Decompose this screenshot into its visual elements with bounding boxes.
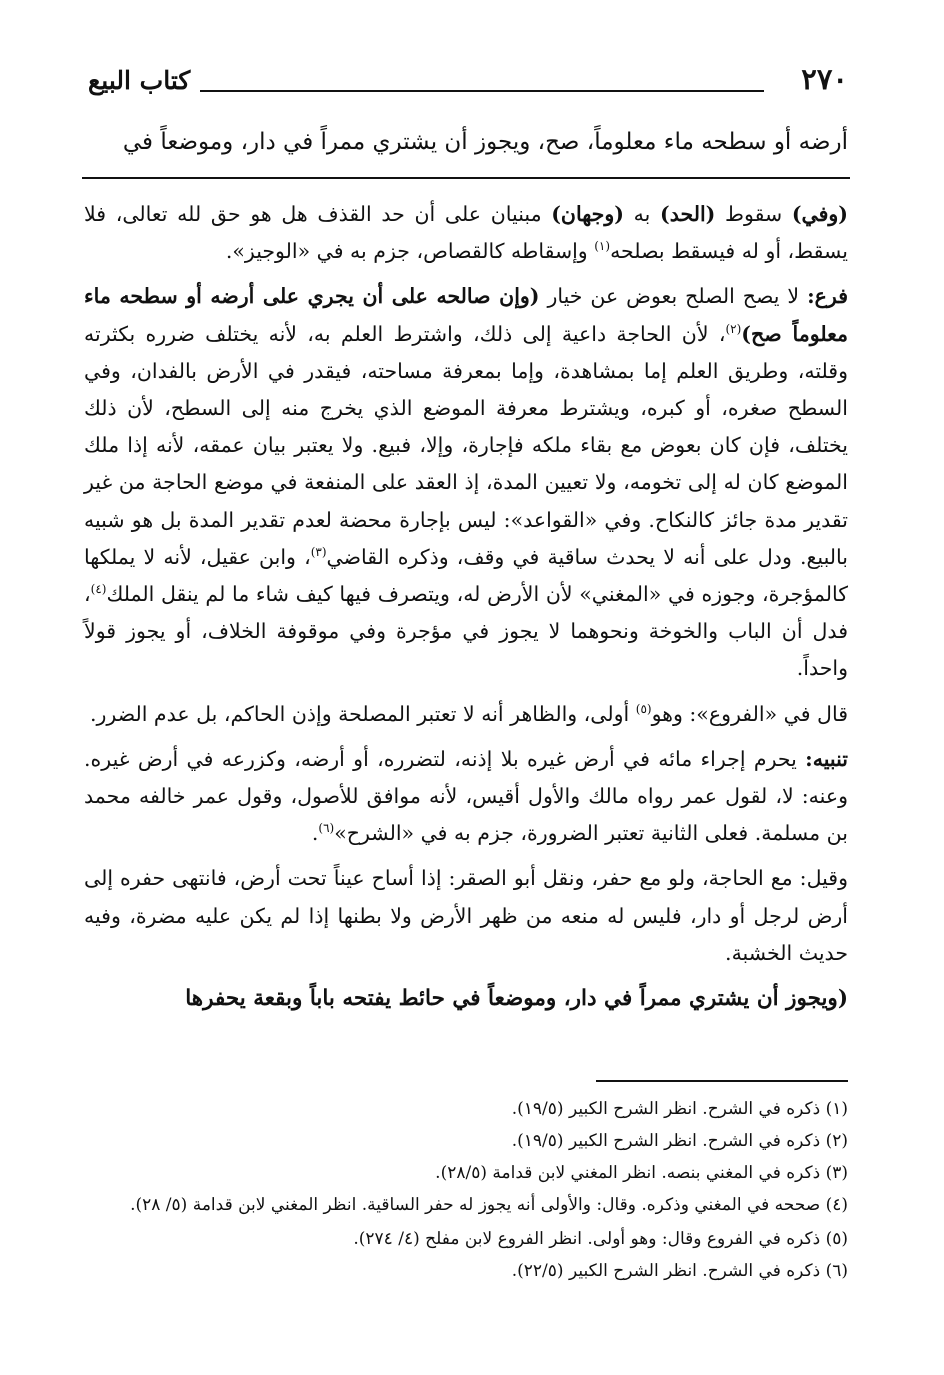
text-run: ، فدل أن الباب والخوخة ونحوهما لا يجوز في مؤجرة وفي موقوفة الخلاف، أو يجوز قولاً واحداً. <box>84 582 848 681</box>
matn-text: أرضه أو سطحه ماء معلوماً، صح، ويجوز أن يشتري ممراً في دار، وموضعاً في <box>122 129 848 155</box>
paragraph-furu <box>84 696 848 733</box>
text-run: وإسقاطه كالقصاص، جزم به في «الوجيز». <box>225 239 595 264</box>
matn-continuation: (ويجوز أن يشتري ممراً في دار، وموضعاً في حائط يفتحه باباً وبقعة يحفرها <box>185 986 848 1012</box>
footnote-4: (٤) صححه في المغني وذكره. وقال: والأولى أنه يجوز له حفر الساقية. انظر المغني لابن قدامة (٥/ ٢٨). <box>130 1195 848 1215</box>
text-run: قال في «الفروع»: وهو <box>651 701 848 726</box>
footnote-5: (٥) ذكره في الفروع وقال: وهو أولى. انظر الفروع لابن مفلح (٤/ ٢٧٤). <box>353 1229 848 1249</box>
text-run: سقوط <box>715 202 792 226</box>
commentary-text <box>84 196 848 1025</box>
page-header <box>88 62 848 102</box>
text-run: مبنيان على أن حد القذف هل هو حق لله تعالى، فلا يسقط، أو له فيسقط بصلحه <box>84 202 848 264</box>
text-run: لا يصح الصلح بعوض عن خيار <box>539 284 808 309</box>
text-run: . <box>311 821 319 846</box>
section-label: فرع: <box>807 284 848 309</box>
text-run: ، وابن عقيل، لأنه لا يملكها كالمؤجرة، وجوزه في «المغني» لأن الأرض له، ويتصرف فيها كيف شاء ما لم ينقل الملك <box>84 544 848 607</box>
matn-separator-rule <box>82 177 850 179</box>
footnote-ref-2[interactable]: (٢) <box>725 321 742 336</box>
footnote-6: (٦) ذكره في الشرح. انظر الشرح الكبير (٢٢/٥). <box>511 1261 848 1281</box>
matn-quote: (وجهان) <box>551 202 624 226</box>
paragraph-tanbih <box>84 741 848 853</box>
matn-quote: (الحد) <box>660 202 716 226</box>
section-label: تنبيه: <box>805 746 848 771</box>
text-run: به <box>623 202 661 226</box>
footnote-1: (١) ذكره في الشرح. انظر الشرح الكبير (١٩/٥). <box>511 1099 848 1119</box>
footnotes <box>84 1094 848 1288</box>
paragraph-hadd <box>84 196 848 270</box>
paragraph-far <box>84 278 848 687</box>
footnote-3: (٣) ذكره في المغني بنصه. انظر المغني لابن قدامة (٢٨/٥). <box>435 1163 848 1183</box>
footnote-2: (٢) ذكره في الشرح. انظر الشرح الكبير (١٩/٥). <box>511 1131 848 1151</box>
footnote-ref-4[interactable]: (٤) <box>90 582 107 597</box>
running-title: كتاب البيع <box>88 66 191 95</box>
footnote-ref-3[interactable]: (٣) <box>310 545 327 559</box>
text-run: ، لأن الحاجة داعية إلى ذلك، واشترط العلم به، لأنه يختلف ضرره بكثرته وقلته، وطريق العلم إما بمشاهدة، وإما بمعرفة مساحته، فيقدر في الأرض بالفدان، وفي السطح صغره، أو كبره، ويشترط معرفة الموضع الذي يخرج منه إلى السطح، لأن ذلك يختلف، فإن كان بعوض مع بقاء ملكه فإجارة، وإلا، فبيع. ولا يعتبر بيان عمقه، لأنه إذا ملك الموضع كان له إلى تخومه، ولا تعيين المدة، إذ العقد على المنفعة في موضع الحاجة من غير تقدير مدة جائز كالنكاح. وفي «القواعد»: ليس بإجارة محضة لعدم تقدير المدة بل هو شبيه بالبيع. ودل على أنه لا يحدث ساقية في وقف، وذكره القاضي <box>84 321 848 569</box>
text-run: أولى، والظاهر أنه لا تعتبر المصلحة وإذن الحاكم، بل عدم الضرر. <box>89 701 636 726</box>
matn-quote: (وفي) <box>791 202 848 226</box>
footnote-list <box>84 1094 848 1286</box>
footnote-separator-rule <box>596 1080 848 1082</box>
matn-quote: (وإن صالحه على أن يجري على أرضه أو سطحه ماء معلوماً صح) <box>84 284 848 346</box>
footnote-ref-1[interactable]: (١) <box>594 239 611 254</box>
footnote-ref-5[interactable]: (٥) <box>635 701 652 716</box>
header-rule <box>200 90 764 92</box>
footnote-ref-6[interactable]: (٦) <box>318 821 335 836</box>
text-run: يحرم إجراء مائه في أرض غيره بلا إذنه، لتضرره، أو أرضه، وكزرعه في أرض غيره. وعنه: لا، لقول عمر رواه مالك والأول أقيس، لأنه موافق للأصول، وقول عمر خالفه محمد بن مسلمة. فعلى الثانية تعتبر الضرورة، جزم به في «الشرح» <box>84 746 848 846</box>
paragraph-qila: وقيل: مع الحاجة، ولو مع حفر، ونقل أبو الصقر: إذا أساح عيناً تحت أرض، فانتهى حفره إلى أرض لرجل أو دار، فليس له منعه من ظهر الأرض ولا بطنها إذا لم يكن عليه مضرة، وفيه حديث الخشبة. <box>84 866 848 965</box>
page-number: ٢٧٠ <box>801 62 848 96</box>
